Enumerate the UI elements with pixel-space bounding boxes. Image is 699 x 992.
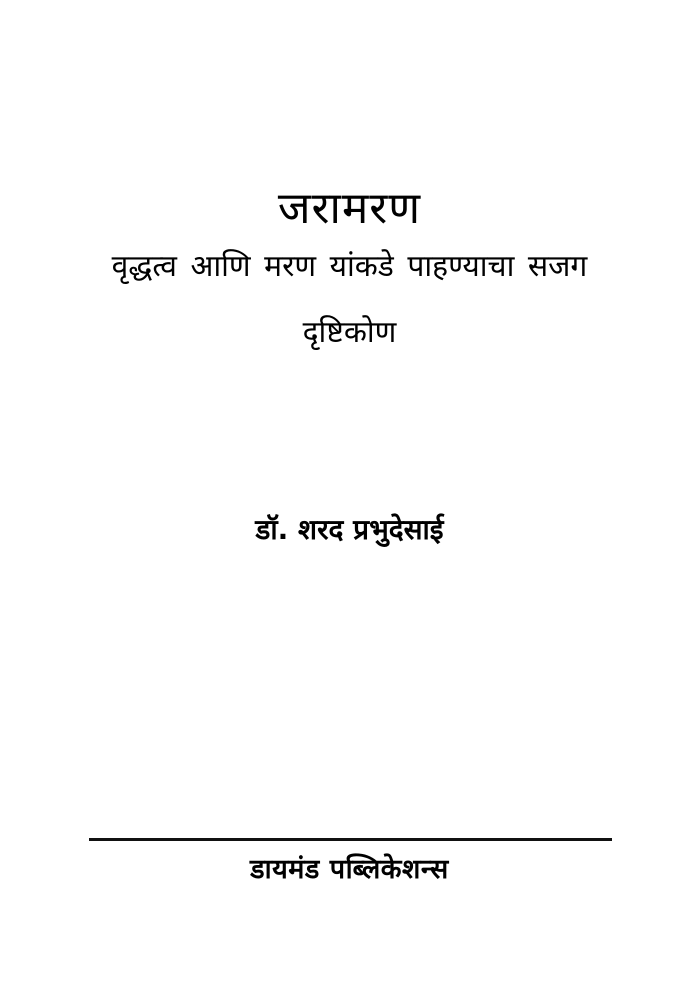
author-name: डॉ. शरद प्रभुदेसाई bbox=[255, 513, 444, 546]
publisher-name: डायमंड पब्लिकेशन्स bbox=[250, 854, 449, 885]
book-title: जरामरण bbox=[277, 183, 422, 234]
book-subtitle-line1: वृद्धत्व आणि मरण यांकडे पाहण्याचा सजग bbox=[111, 249, 588, 284]
divider-line bbox=[89, 838, 612, 841]
book-subtitle-line2: दृष्टिकोण bbox=[302, 315, 397, 350]
